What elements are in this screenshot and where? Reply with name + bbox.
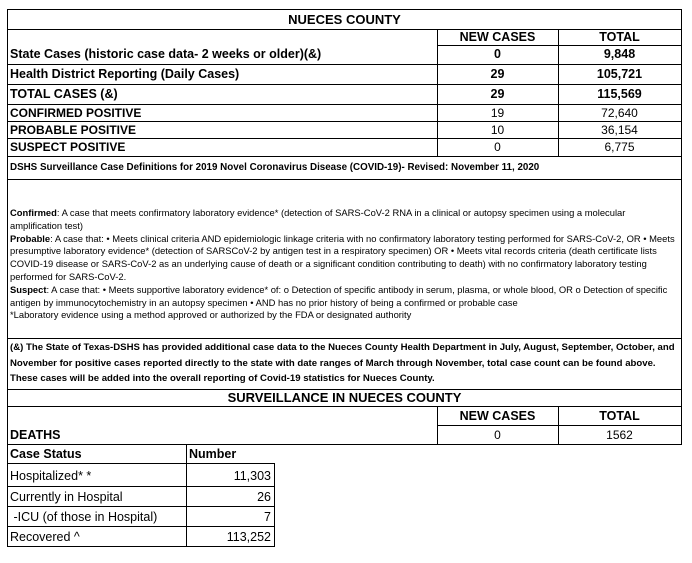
row-divider	[7, 506, 275, 507]
deaths-label: DEATHS	[10, 428, 61, 442]
row-new-confirmed: 19	[490, 106, 505, 120]
icu-value: 7	[264, 510, 271, 524]
table-border-right	[681, 9, 682, 180]
row-new-total-cases: 29	[490, 87, 505, 101]
definitions-border-right	[681, 179, 682, 390]
suspect-definition	[10, 284, 678, 310]
lab-note: *Laboratory evidence using a method approved or authorized by the FDA or designated authority	[10, 309, 412, 321]
row-total-total-cases: 115,569	[597, 87, 642, 101]
probable-text: : A case that: • Meets clinical criteria AND epidemiologic linkage criteria with no confirmatory laboratory testing performed for SARS-CoV-2, OR • Meets presumptive laboratory evidence* (detection of SARSCoV-2 by antigen test in a respiratory specimen) OR • Meets vital records criteria (death certificate lists COVID-19 disease or SARS-CoV-2 as an underlying cause of death or a significant condition contributing to death) with no confirmatory laboratory testing performed for SARS-CoV-2.	[10, 232, 675, 282]
row-label-health-district: Health District Reporting (Daily Cases)	[10, 67, 240, 81]
current-hospital-value: 26	[257, 490, 271, 504]
row-label-confirmed: CONFIRMED POSITIVE	[10, 106, 142, 120]
row-label-state-cases: State Cases (historic case data- 2 weeks or older)(&)	[10, 47, 322, 61]
confirmed-text: : A case that meets confirmatory laboratory evidence* (detection of SARS-CoV-2 RNA in a clinical or autopsy specimen using a molecular amplification test)	[10, 207, 626, 231]
row-label-total-cases: TOTAL CASES (&)	[10, 87, 118, 101]
row-label-probable: PROBABLE POSITIVE	[10, 123, 137, 137]
definitions-title: DSHS Surveillance Case Definitions for 2019 Novel Coronavirus Disease (COVID-19)- Revised: November 11, 2020	[10, 162, 540, 173]
definitions-border-left	[7, 179, 8, 390]
row-total-confirmed: 72,640	[601, 106, 638, 120]
row-total-state-cases: 9,848	[603, 47, 636, 61]
row-new-probable: 10	[490, 123, 505, 137]
surveillance-new-cases-header: NEW CASES	[459, 409, 536, 423]
row-divider	[437, 425, 682, 426]
recovered-label: Recovered ^	[10, 530, 80, 544]
case-status-header: Case Status	[10, 447, 82, 461]
row-new-state-cases: 0	[494, 47, 501, 61]
row-divider	[7, 486, 275, 487]
suspect-label: Suspect	[10, 283, 47, 295]
table-border-top	[7, 9, 682, 10]
confirmed-label: Confirmed	[10, 207, 57, 218]
state-note: (&) The State of Texas-DSHS has provided additional case data to the Nueces County Health Department in July, August, September, October, and November for positive cases reported directly to the state with date ranges of March through November, total case count can be found above. These cases will be added into the overall reporting of Covid-19 statistics for Nueces County.	[10, 342, 675, 385]
row-divider	[7, 444, 682, 445]
number-header: Number	[189, 447, 237, 461]
surveillance-title: SURVEILLANCE IN NUECES COUNTY	[227, 390, 462, 405]
suspect-text: : A case that: • Meets supportive laboratory evidence* of: o Detection of specific antibody in serum, plasma, or whole blood, OR o Detection of specific antigen by immunocytochemistry in an autopsy specimen • AND has no prior history of being a confirmed or probable case	[10, 283, 668, 308]
total-header: TOTAL	[599, 30, 640, 44]
icu-label: -ICU (of those in Hospital)	[10, 510, 158, 524]
deaths-new: 0	[494, 428, 501, 442]
case-status-border-left	[7, 444, 8, 547]
definitions-divider	[7, 338, 682, 339]
probable-definition	[10, 233, 678, 284]
page-title: NUECES COUNTY	[288, 12, 401, 27]
probable-label: Probable	[10, 232, 51, 244]
row-total-probable: 36,154	[601, 123, 638, 137]
current-hospital-label: Currently in Hospital	[10, 490, 123, 504]
row-divider	[7, 463, 275, 464]
recovered-value: 113,252	[226, 530, 271, 544]
row-divider	[7, 179, 682, 180]
deaths-total: 1562	[606, 428, 633, 442]
row-divider	[7, 156, 682, 157]
surveillance-total-header: TOTAL	[599, 409, 640, 423]
row-label-suspect: SUSPECT POSITIVE	[10, 140, 126, 154]
hospitalized-label: Hospitalized* *	[10, 469, 92, 483]
case-status-border-right	[274, 463, 275, 547]
hospitalized-value: 11,303	[233, 469, 271, 483]
row-total-health-district: 105,721	[596, 67, 643, 81]
new-cases-header: NEW CASES	[459, 30, 536, 44]
confirmed-definition	[10, 207, 678, 233]
row-divider	[7, 526, 275, 527]
row-divider	[7, 406, 682, 407]
table-border-left	[7, 9, 8, 180]
row-new-suspect: 0	[494, 140, 501, 154]
row-total-suspect: 6,775	[604, 140, 635, 154]
case-status-border-bottom	[7, 546, 275, 547]
row-new-health-district: 29	[490, 67, 505, 81]
definitions-text	[10, 207, 678, 322]
